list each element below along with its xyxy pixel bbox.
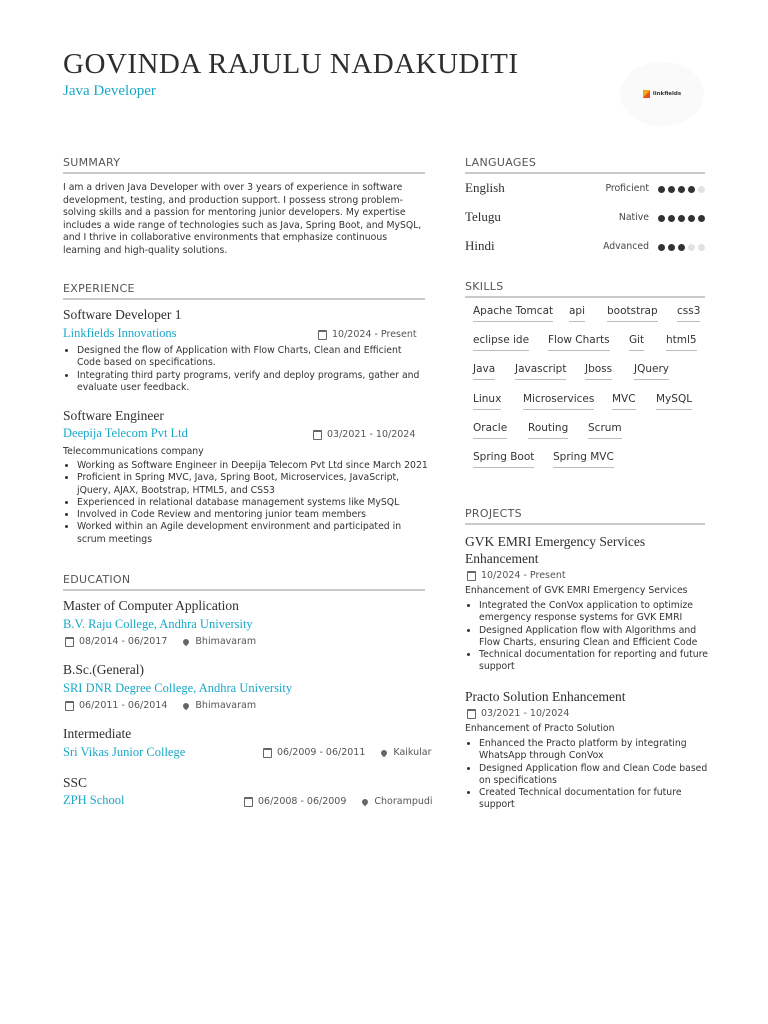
- language-level: Proficient: [605, 183, 649, 194]
- language-name: Telugu: [465, 209, 501, 224]
- rating-dot-filled: [668, 244, 675, 251]
- project-bullet: • Designed Application flow with Algorithms and Flow Charts, ensuring Clean and Efficient Code: [479, 625, 719, 650]
- project-bullet: • Technical documentation for reporting and future support: [479, 649, 719, 674]
- project-dates-text: 03/2021 - 10/2024: [481, 708, 570, 719]
- experience-heading: EXPERIENCE: [63, 282, 425, 300]
- language-level: Native: [618, 212, 649, 223]
- language-level: Advanced: [603, 241, 649, 252]
- rating-dot-empty: [688, 244, 695, 251]
- education-school: SRI DNR Degree College, Andhra University: [63, 681, 293, 695]
- rating-dot-empty: [698, 186, 705, 193]
- skill-tag: Spring MVC: [553, 451, 614, 468]
- calendar-icon: [65, 701, 74, 711]
- calendar-icon: [263, 748, 272, 758]
- skill-tag: bootstrap: [607, 305, 658, 322]
- language-rating: [658, 215, 705, 222]
- location-pin-icon: [182, 637, 190, 645]
- project-dates: [467, 708, 569, 719]
- education-location: Chorampudi: [374, 796, 433, 807]
- education-dates: 08/2014 - 06/2017: [79, 636, 168, 647]
- project-dates-text: 10/2024 - Present: [481, 570, 566, 581]
- rating-dot-empty: [698, 244, 705, 251]
- rating-dot-filled: [658, 244, 665, 251]
- project-description: Enhancement of GVK EMRI Emergency Services: [465, 585, 688, 596]
- language-rating: [658, 244, 705, 251]
- job-description: Telecommunications company: [63, 446, 204, 457]
- rating-dot-filled: [668, 186, 675, 193]
- skill-tag: Apache Tomcat: [473, 305, 553, 322]
- language-row: [465, 238, 705, 256]
- project-bullets: [465, 600, 719, 674]
- education-heading: EDUCATION: [63, 573, 425, 591]
- education-degree: B.Sc.(General): [63, 662, 144, 677]
- skill-tag: eclipse ide: [473, 334, 529, 351]
- skill-tag: html5: [666, 334, 697, 351]
- education-location: Kaikular: [393, 747, 432, 758]
- skill-tag: Spring Boot: [473, 451, 534, 468]
- calendar-icon: [467, 709, 476, 719]
- job-bullet: • Proficient in Spring MVC, Java, Spring Boot, Microservices, JavaScript, jQuery, AJAX, Bootstrap, HTML5, and CSS3: [77, 472, 429, 497]
- rating-dot-filled: [668, 215, 675, 222]
- rating-dot-filled: [698, 215, 705, 222]
- project-title: Practo Solution Enhancement: [465, 689, 626, 704]
- skill-tag: Scrum: [588, 422, 622, 439]
- project-title: GVK EMRI Emergency Services Enhancement: [465, 534, 646, 566]
- education-degree: SSC: [63, 775, 88, 790]
- job-bullet: • Integrating third party programs, verify and deploy programs, gather and evaluate user feedback.: [77, 370, 427, 395]
- candidate-role: Java Developer: [63, 83, 156, 99]
- job-bullet: • Worked within an Agile development environment and participated in scrum meetings: [77, 521, 429, 546]
- skill-tag: JQuery: [634, 363, 669, 380]
- skill-tag: api: [569, 305, 585, 322]
- job-bullet: • Designed the flow of Application with Flow Charts, Clean and Efficient Code based on specifications.: [77, 345, 427, 370]
- project-description: Enhancement of Practo Solution: [465, 723, 615, 734]
- job-company: Deepija Telecom Pvt Ltd: [63, 426, 188, 440]
- job-dates: [313, 429, 415, 440]
- skills-heading: SKILLS: [465, 280, 705, 298]
- skill-tag: css3: [677, 305, 700, 322]
- job-bullet: • Experienced in relational database management systems like MySQL: [77, 497, 429, 509]
- education-meta: [65, 700, 256, 711]
- calendar-icon: [313, 430, 322, 440]
- calendar-icon: [467, 571, 476, 581]
- skill-tag: Routing: [528, 422, 568, 439]
- project-bullets: [465, 738, 719, 812]
- skill-tag: Git: [629, 334, 644, 351]
- education-location: Bhimavaram: [195, 700, 257, 711]
- rating-dot-filled: [678, 215, 685, 222]
- education-school: B.V. Raju College, Andhra University: [63, 617, 253, 631]
- rating-dot-filled: [678, 186, 685, 193]
- education-dates: 06/2008 - 06/2009: [258, 796, 347, 807]
- job-company: Linkfields Innovations: [63, 326, 177, 340]
- project-bullet: • Integrated the ConVox application to optimize emergency response systems for GVK EMRI: [479, 600, 719, 625]
- project-bullet: • Enhanced the Practo platform by integrating WhatsApp through ConVox: [479, 738, 719, 763]
- summary-text: I am a driven Java Developer with over 3 years of experience in software development, testing, and production support. I possess strong problem-solving skills and a passion for mentoring junior developers. My expertise includes a wide range of technologies such as Java, Spring Boot, and MySQL, and I thrive in collaborative environments that emphasize continuous learning and high-quality solutions.: [63, 182, 422, 256]
- languages-heading: LANGUAGES: [465, 156, 705, 174]
- education-location: Bhimavaram: [195, 636, 257, 647]
- job-bullet: • Working as Software Engineer in Deepija Telecom Pvt Ltd since March 2021: [77, 460, 429, 472]
- project-bullet: • Designed Application flow and Clean Code based on specifications: [479, 763, 719, 788]
- job-title: Software Developer 1: [63, 307, 182, 322]
- education-school: Sri Vikas Junior College: [63, 745, 186, 759]
- company-logo: [620, 62, 704, 126]
- skill-tag: Flow Charts: [548, 334, 610, 351]
- calendar-icon: [65, 637, 74, 647]
- language-row: [465, 180, 705, 198]
- rating-dot-filled: [688, 215, 695, 222]
- job-bullets: [63, 345, 427, 394]
- education-meta: [65, 636, 256, 647]
- job-dates: [318, 329, 417, 340]
- job-title: Software Engineer: [63, 408, 164, 423]
- skill-tag: MySQL: [656, 393, 692, 410]
- rating-dot-filled: [678, 244, 685, 251]
- job-dates-text: 03/2021 - 10/2024: [327, 429, 416, 440]
- skill-tag: Linux: [473, 393, 501, 410]
- language-name: Hindi: [465, 238, 495, 253]
- rating-dot-filled: [688, 186, 695, 193]
- logo-mark-icon: [643, 90, 650, 98]
- projects-heading: PROJECTS: [465, 507, 705, 525]
- education-dates: 06/2009 - 06/2011: [277, 747, 366, 758]
- logo-text: linkfields: [652, 91, 682, 97]
- skill-tag: Jboss: [585, 363, 612, 380]
- education-school: ZPH School: [63, 793, 125, 807]
- calendar-icon: [244, 797, 253, 807]
- language-row: [465, 209, 705, 227]
- project-bullet: • Created Technical documentation for future support: [479, 787, 719, 812]
- job-bullets: [63, 460, 429, 546]
- skill-tag: Oracle: [473, 422, 507, 439]
- skill-tag: MVC: [612, 393, 636, 410]
- education-degree: Intermediate: [63, 726, 132, 741]
- skill-tag: Microservices: [523, 393, 594, 410]
- skill-tag: Java: [473, 363, 495, 380]
- calendar-icon: [318, 330, 327, 340]
- location-pin-icon: [380, 748, 388, 756]
- education-meta: [244, 796, 433, 807]
- rating-dot-filled: [658, 215, 665, 222]
- education-degree: Master of Computer Application: [63, 598, 239, 613]
- project-dates: [467, 570, 566, 581]
- skill-tag: Javascript: [515, 363, 566, 380]
- location-pin-icon: [361, 797, 369, 805]
- rating-dot-filled: [658, 186, 665, 193]
- job-bullet: • Involved in Code Review and mentoring junior team members: [77, 509, 429, 521]
- job-dates-text: 10/2024 - Present: [332, 329, 417, 340]
- language-name: English: [465, 180, 505, 195]
- location-pin-icon: [182, 701, 190, 709]
- summary-heading: SUMMARY: [63, 156, 425, 174]
- education-meta: [263, 747, 432, 758]
- candidate-name: GOVINDA RAJULU NADAKUDITI: [63, 48, 519, 80]
- education-dates: 06/2011 - 06/2014: [79, 700, 168, 711]
- language-rating: [658, 186, 705, 193]
